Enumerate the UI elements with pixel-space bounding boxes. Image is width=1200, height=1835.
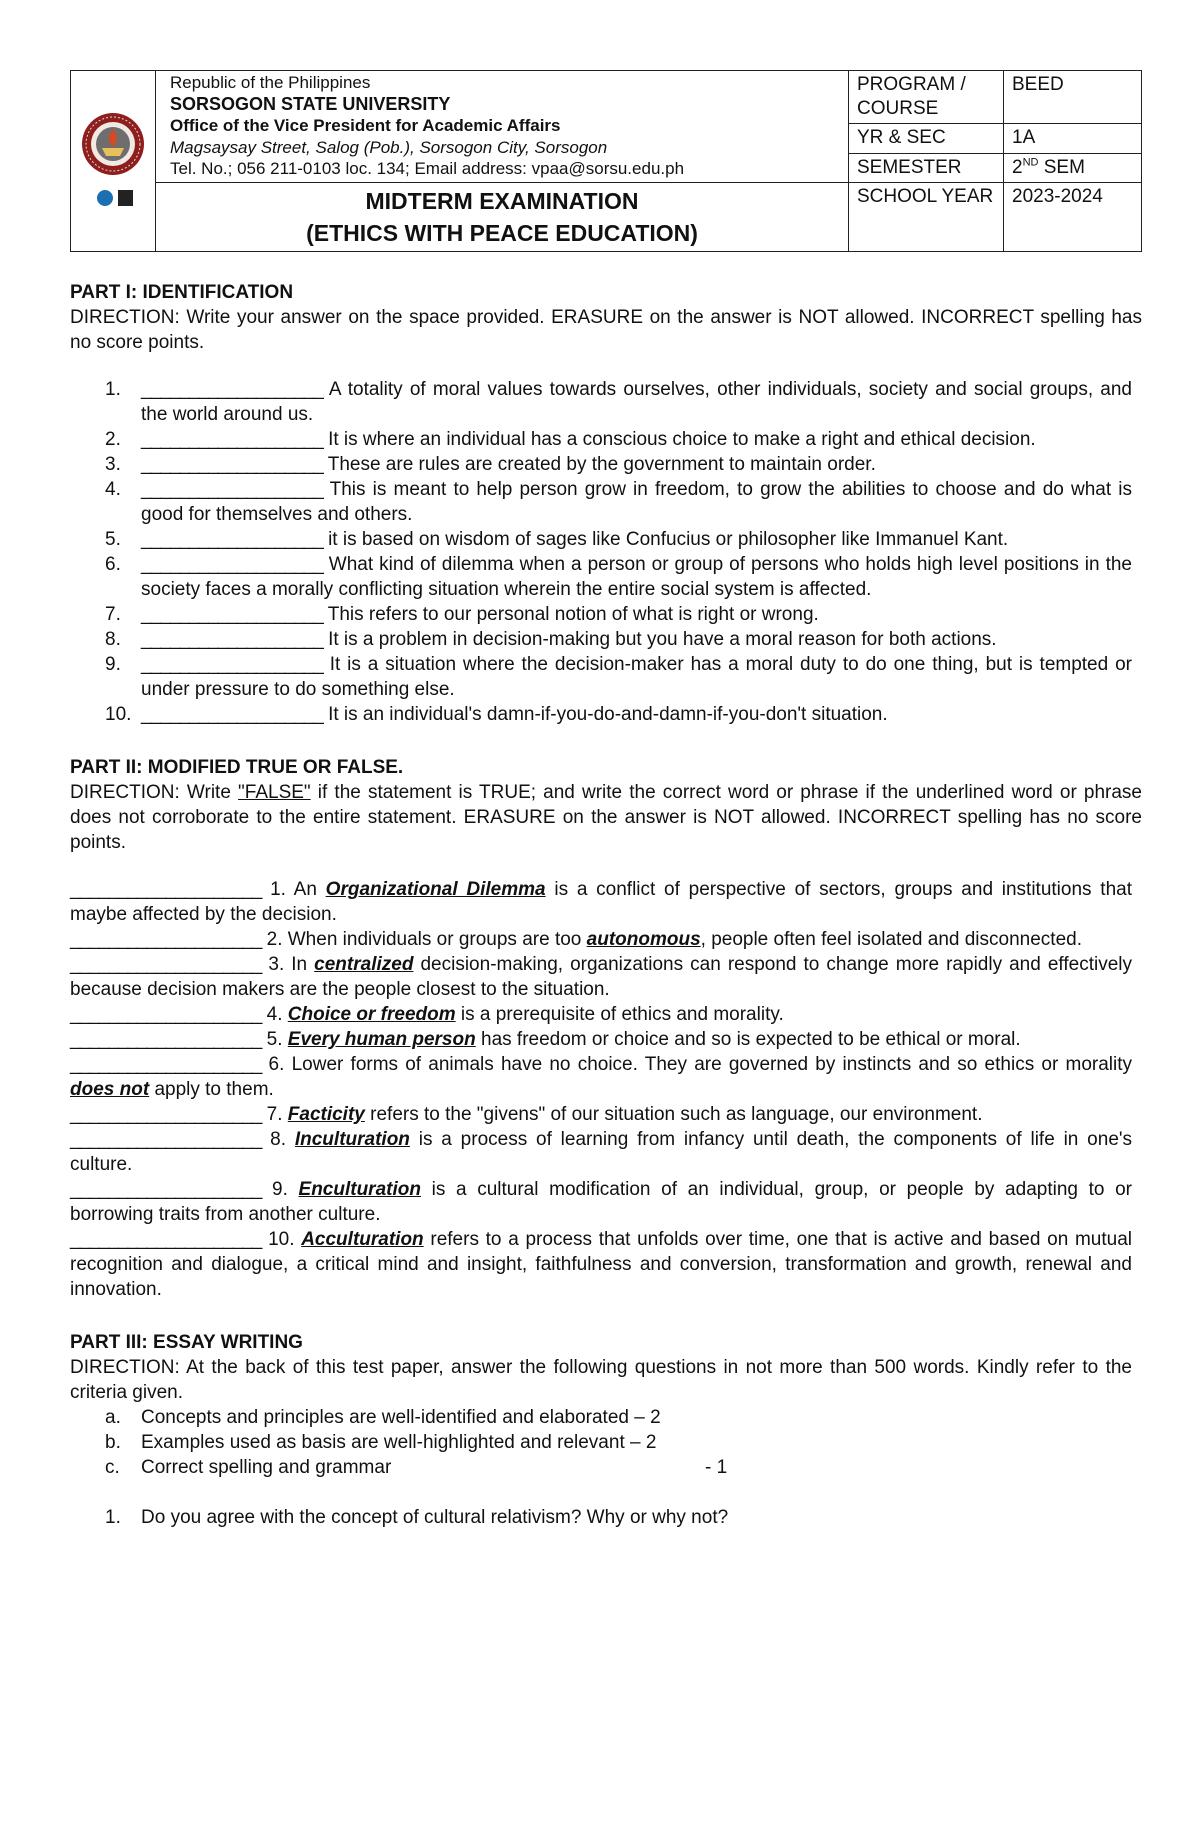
list-item: ____________________ 2. When individuals or groups are too autonomous, people often feel isolated and disconnected. <box>70 929 1082 950</box>
exam-title-cell <box>156 183 849 252</box>
part2-direction: DIRECTION: Write "FALSE" if the statement is TRUE; and write the correct word or phrase if the underlined word or phrase does not corroborate to the entire statement. ERASURE on the answer is NOT allowed. INCORRECT spelling has no score points. <box>70 782 1142 853</box>
part3-direction: DIRECTION: At the back of this test paper, answer the following questions in not more than 500 words. Kindly refer to the criteria given. <box>70 1357 1132 1403</box>
identification-list <box>70 377 1142 727</box>
exam-title: MIDTERM EXAMINATION <box>365 188 639 214</box>
schoolyear-value: 2023-2024 <box>1004 183 1142 252</box>
list-item: 1. ___________________ A totality of moral values towards ourselves, other individuals, society and social groups, and the world around us. <box>105 379 1132 425</box>
header-table <box>70 70 1142 252</box>
yrsec-value: 1A <box>1004 124 1142 154</box>
list-item: 2. ___________________ It is where an individual has a conscious choice to make a right and ethical decision. <box>105 429 1036 450</box>
address-line: Magsaysay Street, Salog (Pob.), Sorsogon City, Sorsogon <box>170 138 608 157</box>
institution-block <box>156 71 849 183</box>
list-item: 5. ___________________ it is based on wisdom of sages like Confucius or philosopher like Immanuel Kant. <box>105 529 1009 550</box>
list-item: 9. ___________________ It is a situation where the decision-maker has a moral duty to do one thing, but is tempted or under pressure to do something else. <box>105 654 1132 700</box>
list-item: ____________________ 10. Acculturation refers to a process that unfolds over time, one that is active and based on mutual recognition and dialogue, a critical mind and insight, faithfulness and conversion, transformation and growth, renewal and innovation. <box>70 1229 1133 1300</box>
list-item: ____________________ 7. Facticity refers to the "givens" of our situation such as language, our environment. <box>70 1104 983 1125</box>
list-item: ____________________ 1. An Organizational Dilemma is a conflict of perspective of sectors, groups and institutions that maybe affected by the decision. <box>70 879 1132 925</box>
contact-line: Tel. No.; 056 211-0103 loc. 134; Email address: vpaa@sorsu.edu.ph <box>170 159 685 178</box>
list-item: 8. ___________________ It is a problem in decision-making but you have a moral reason for both actions. <box>105 629 997 650</box>
list-item: ____________________ 5. Every human person has freedom or choice and so is expected to be ethical or moral. <box>70 1029 1021 1050</box>
office-name: Office of the Vice President for Academic Affairs <box>170 116 561 135</box>
criteria-list <box>70 1405 1142 1480</box>
list-item: ____________________ 4. Choice or freedom is a prerequisite of ethics and morality. <box>70 1004 784 1025</box>
exam-page <box>70 70 1142 1530</box>
program-label: PROGRAM / COURSE <box>849 71 1004 124</box>
program-value: BEED <box>1004 71 1142 124</box>
iso-badge-icon <box>97 190 113 206</box>
schoolyear-label: SCHOOL YEAR <box>849 183 1004 252</box>
republic-line: Republic of the Philippines <box>170 73 371 92</box>
exam-subject: (ETHICS WITH PEACE EDUCATION) <box>306 220 698 246</box>
cert-badge-icon <box>118 190 133 206</box>
semester-label: SEMESTER <box>849 154 1004 183</box>
list-item: ____________________ 6. Lower forms of animals have no choice. They are governed by instincts and so ethics or morality does not apply to them. <box>70 1054 1132 1100</box>
list-item: ____________________ 3. In centralized decision-making, organizations can respond to change more rapidly and effectively because decision makers are the people closest to the situation. <box>70 954 1132 1000</box>
list-item: b. Examples used as basis are well-highlighted and relevant – 2 <box>105 1432 657 1453</box>
list-item: 4. ___________________ This is meant to help person grow in freedom, to grow the abilities to choose and do what is good for themselves and others. <box>105 479 1132 525</box>
list-item: 6. ___________________ What kind of dilemma when a person or group of persons who holds high level positions in the society faces a morally conflicting situation wherein the entire social system is affected. <box>105 554 1133 600</box>
semester-value: 2ND SEM <box>1004 154 1142 183</box>
essay-question: 1. Do you agree with the concept of cultural relativism? Why or why not? <box>105 1507 729 1528</box>
list-item: 7. ___________________ This refers to our personal notion of what is right or wrong. <box>105 604 819 625</box>
list-item: a. Concepts and principles are well-identified and elaborated – 2 <box>105 1407 661 1428</box>
part1-direction: DIRECTION: Write your answer on the space provided. ERASURE on the answer is NOT allowed. INCORRECT spelling has no score points. <box>70 307 1142 353</box>
true-false-list <box>70 877 1132 1302</box>
part1-title: PART I: IDENTIFICATION <box>70 282 294 303</box>
part3-title: PART III: ESSAY WRITING <box>70 1332 303 1353</box>
university-logo <box>71 71 156 252</box>
university-name: SORSOGON STATE UNIVERSITY <box>170 94 451 114</box>
list-item: ____________________ 9. Enculturation is a cultural modification of an individual, group, or people by adapting to or borrowing traits from another culture. <box>70 1179 1133 1225</box>
list-item: ____________________ 8. Inculturation is a process of learning from infancy until death, the components of life in one's culture. <box>70 1129 1133 1175</box>
seal-icon <box>74 98 152 218</box>
list-item: 10. ___________________ It is an individual's damn-if-you-do-and-damn-if-you-don't situation. <box>105 704 888 725</box>
list-item: 3. ___________________ These are rules are created by the government to maintain order. <box>105 454 876 475</box>
yrsec-label: YR & SEC <box>849 124 1004 154</box>
part2-title: PART II: MODIFIED TRUE OR FALSE. <box>70 757 404 778</box>
list-item: c. Correct spelling and grammar - 1 <box>105 1457 728 1478</box>
